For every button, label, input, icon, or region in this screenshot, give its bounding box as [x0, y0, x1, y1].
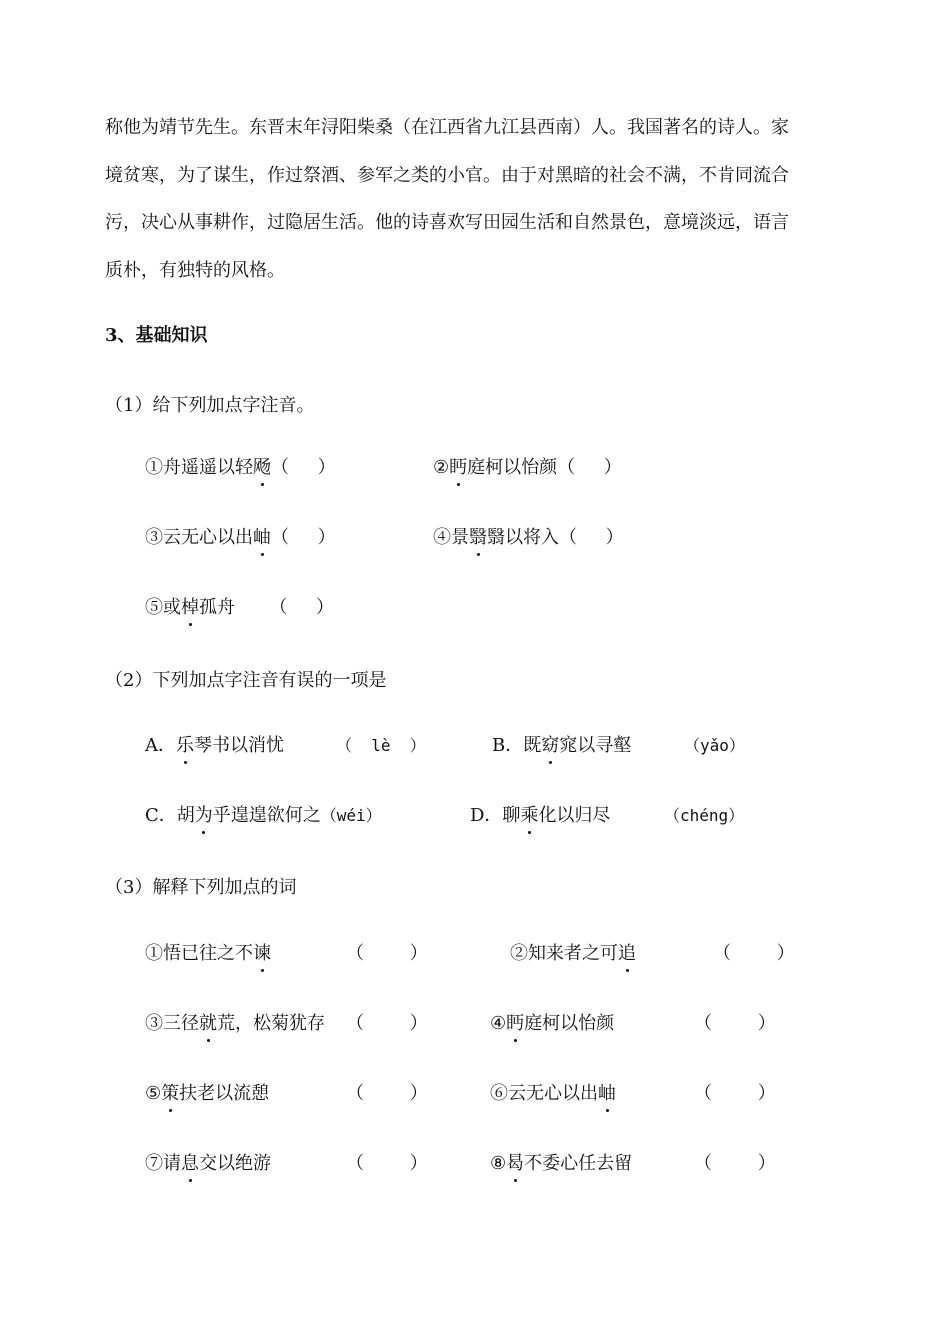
q2-title: （2）下列加点字注音有误的一项是 [105, 670, 387, 691]
intro-line: 境贫寒，为了谋生，作过祭酒、参军之类的小官。由于对黑暗的社会不满，不肯同流合 [105, 164, 789, 186]
q2-option-a-pinyin: （ lè ） [336, 736, 426, 755]
dotted-char: 为 [195, 803, 213, 829]
answer-blank: （ ） [694, 1083, 776, 1104]
q1-item-2: ②眄庭柯以怡颜（ ） [433, 455, 622, 481]
answer-blank: （ ） [694, 1153, 776, 1174]
q3-item-7: ⑦请息交以绝游 [145, 1151, 271, 1177]
answer-blank: （ ） [346, 1153, 428, 1174]
dotted-char: 乐 [176, 733, 194, 759]
dotted-char: 曷 [506, 1151, 524, 1177]
q2-option-a: A．乐琴书以消忧 [145, 733, 284, 759]
q1-title: （1）给下列加点字注音。 [105, 395, 315, 416]
q3-item-6: ⑥云无心以出岫 [490, 1081, 616, 1107]
dotted-char: 飏 [253, 455, 271, 481]
dotted-char: 棹 [181, 595, 199, 621]
intro-line: 质朴，有独特的风格。 [105, 259, 285, 281]
q3-title: （3）解释下列加点的词 [105, 877, 297, 898]
q3-item-4: ④眄庭柯以怡颜 [490, 1011, 614, 1037]
dotted-char: 策 [161, 1081, 179, 1107]
answer-blank: （ ） [346, 943, 428, 964]
q1-item-4: ④景翳翳以将入（ ） [433, 525, 624, 551]
q2-option-c: C．胡为乎遑遑欲何之（wéi） [145, 803, 382, 829]
q2-option-d-pinyin: （chéng） [664, 806, 745, 825]
intro-line: 污，决心从事耕作，过隐居生活。他的诗喜欢写田园生活和自然景色，意境淡远，语言 [105, 212, 789, 233]
q1-item-3: ③云无心以出岫（ ） [145, 525, 336, 551]
answer-blank: （ ） [694, 1013, 776, 1034]
dotted-char: 追 [618, 941, 636, 967]
dotted-char: 翳 [469, 525, 487, 551]
dotted-char: 岫 [253, 525, 271, 551]
q3-item-1: ①悟已往之不谏 [145, 941, 271, 967]
intro-paragraph [105, 104, 850, 294]
answer-blank: （ ） [713, 943, 795, 964]
dotted-char: 乘 [520, 803, 538, 829]
answer-blank: （ ） [346, 1083, 428, 1104]
q1-item-5: ⑤或棹孤舟 （ ） [145, 595, 334, 621]
q3-item-3: ③三径就荒，松菊犹存 [145, 1011, 325, 1037]
intro-line: 称他为靖节先生。东晋末年浔阳柴桑（在江西省九江县西南）人。我国著名的诗人。家 [105, 117, 789, 138]
q2-option-c-pinyin: （wéi） [320, 806, 382, 825]
dotted-char: 息 [181, 1151, 199, 1177]
q2-option-d: D．聊乘化以归尽 [470, 803, 610, 829]
dotted-char: 就 [199, 1011, 217, 1037]
dotted-char: 岫 [598, 1081, 616, 1107]
answer-blank: （ ） [346, 1013, 428, 1034]
q3-item-5: ⑤策扶老以流憩 [145, 1081, 269, 1107]
dotted-char: 窈 [541, 733, 559, 759]
q3-item-8: ⑧曷不委心任去留 [490, 1151, 632, 1177]
q1-item-1: ①舟遥遥以轻飏（ ） [145, 455, 336, 481]
dotted-char: 眄 [506, 1011, 524, 1037]
q3-item-2: ②知来者之可追 [510, 941, 636, 967]
q2-option-b-pinyin: （yǎo） [684, 736, 745, 755]
dotted-char: 眄 [449, 455, 467, 481]
q2-option-b: B．既窈窕以寻壑 [492, 733, 631, 759]
dotted-char: 谏 [253, 941, 271, 967]
section-title: 3、基础知识 [105, 325, 208, 346]
